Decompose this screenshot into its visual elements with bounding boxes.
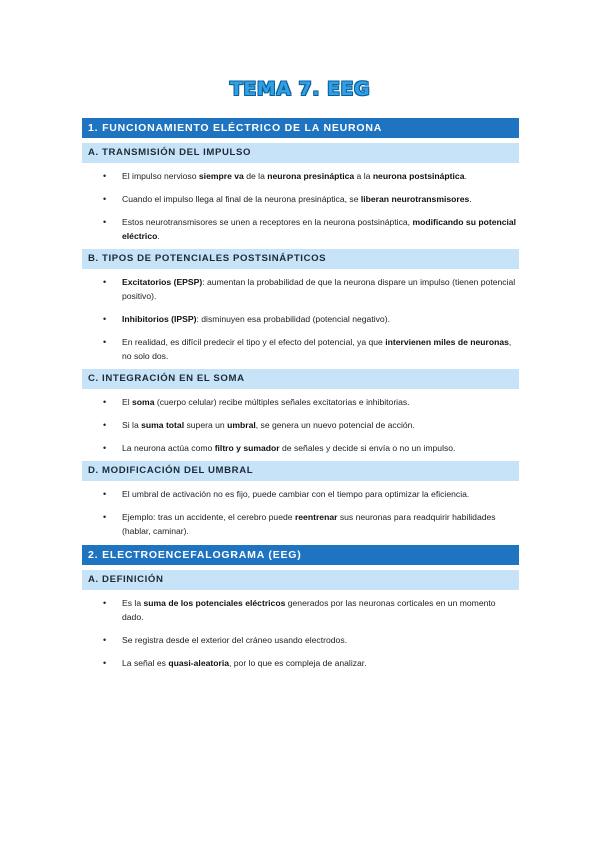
list-item [82,275,519,303]
bullet-icon: • [103,194,107,204]
text: . [469,194,472,204]
bullet-icon: • [103,337,107,347]
bold-text: soma [132,397,155,407]
bullet-icon: • [103,314,107,324]
text: . [157,231,160,241]
subsection-heading-1c: C. INTEGRACIÓN EN EL SOMA [82,369,519,389]
text: supera un [184,420,228,430]
page-title: TEMA 7. EEG [229,78,371,100]
subsection-heading-1a: A. TRANSMISIÓN DEL IMPULSO [82,143,519,163]
section-heading-2: 2. ELECTROENCEFALOGRAMA (EEG) [82,545,519,565]
text: sus neuronas para readquirir habilidades (hablar, caminar). [122,512,496,536]
bullet-icon: • [103,443,107,453]
text: Ejemplo: tras un accidente, el cerebro puede [122,512,295,522]
bullet-icon: • [103,171,107,181]
text: (cuerpo celular) recibe múltiples señales excitatorias e inhibitorias. [154,397,410,407]
list-item [82,395,519,409]
bold-text: intervienen miles de neuronas [385,337,509,347]
subsection-heading-2a: A. DEFINICIÓN [82,570,519,590]
bold-text: umbral [227,420,256,430]
text: Estos neurotransmisores se unen a receptores en la neurona postsináptica, [122,217,413,227]
bullet-icon: • [103,635,107,645]
bullet-icon: • [103,277,107,287]
bold-text: suma total [141,420,185,430]
list-item [82,510,519,538]
bullet-icon: • [103,658,107,668]
bullet-icon: • [103,598,107,608]
list-item [82,169,519,183]
subsection-heading-1b: B. TIPOS DE POTENCIALES POSTSINÁPTICOS [82,249,519,269]
bullet-list [82,275,519,363]
text: de señales y decide si envía o no un impulso. [279,443,456,453]
bold-text: liberan neurotransmisores [360,194,470,204]
list-item [82,312,519,326]
bullet-icon: • [103,512,107,522]
text: Es la [122,598,144,608]
bullet-icon: • [103,489,107,499]
list-item [82,215,519,243]
text: , no solo dos. [122,337,512,361]
bullet-icon: • [103,217,107,227]
list-item [82,633,519,647]
bold-text: Inhibitorios (IPSP) [122,314,197,324]
text: a la [354,171,373,181]
bullet-icon: • [103,397,107,407]
list-item [82,487,519,501]
text: : aumentan la probabilidad de que la neurona dispare un impulso (tienen potencial positivo). [122,277,516,301]
text: La señal es [122,658,169,668]
document-content [82,118,519,673]
section-heading-1: 1. FUNCIONAMIENTO ELÉCTRICO DE LA NEURONA [82,118,519,138]
bullet-list [82,395,519,455]
text: La neurona actúa como [122,443,215,453]
text: generados por las neuronas corticales en un momento dado. [122,598,496,622]
bold-text: filtro y sumador [214,443,280,453]
text: El umbral de activación no es fijo, puede cambiar con el tiempo para optimizar la eficiencia. [122,489,470,499]
bold-text: quasi-aleatoria [168,658,229,668]
bullet-list [82,487,519,538]
bullet-list [82,169,519,243]
bold-text: suma de los potenciales eléctricos [143,598,286,608]
bold-text: Excitatorios (EPSP) [122,277,203,287]
text: . [464,171,467,181]
list-item [82,656,519,670]
bold-text: siempre va [198,171,244,181]
list-item [82,335,519,363]
text: : disminuyen esa probabilidad (potencial negativo). [196,314,390,324]
text: de la [243,171,268,181]
bold-text: neurona postsináptica [372,171,465,181]
bullet-list [82,596,519,670]
text: En realidad, es difícil predecir el tipo y el efecto del potencial, ya que [122,337,386,347]
bold-text: neurona presináptica [267,171,355,181]
list-item [82,192,519,206]
list-item [82,418,519,432]
list-item [82,441,519,455]
text: , se genera un nuevo potencial de acción. [255,420,415,430]
subsection-heading-1d: D. MODIFICACIÓN DEL UMBRAL [82,461,519,481]
bold-text: modificando su potencial eléctrico [122,217,517,241]
bullet-icon: • [103,420,107,430]
text: Si la [122,420,142,430]
text: Se registra desde el exterior del cráneo usando electrodos. [122,635,348,645]
text: El [122,397,133,407]
text: Cuando el impulso llega al final de la neurona presináptica, se [122,194,361,204]
text: El impulso nervioso [122,171,199,181]
list-item [82,596,519,624]
text: , por lo que es compleja de analizar. [229,658,367,668]
bold-text: reentrenar [294,512,338,522]
